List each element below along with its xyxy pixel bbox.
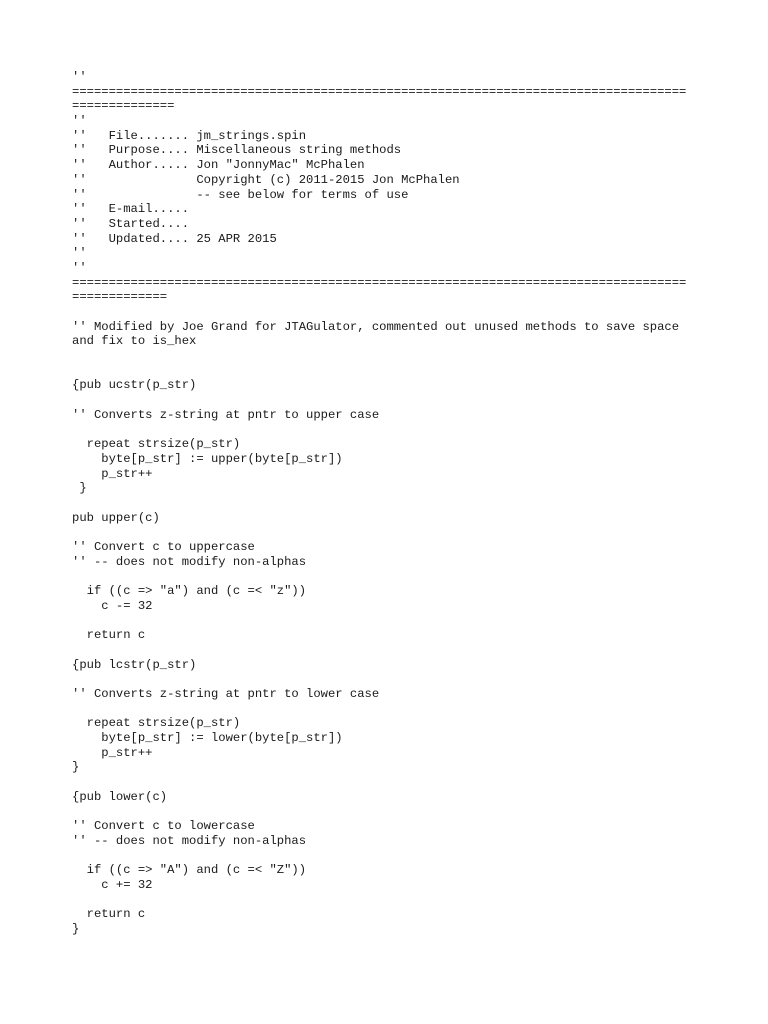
code-line: } (72, 921, 80, 936)
code-line: } (72, 760, 80, 775)
code-line: if ((c => "A") and (c =< "Z")) (72, 863, 307, 878)
code-line: and fix to is_hex (72, 334, 197, 349)
code-listing (72, 70, 712, 937)
code-line: '' Convert c to lowercase (72, 819, 255, 834)
code-line: ==================================================================================== (72, 84, 687, 99)
code-line (72, 364, 712, 379)
code-line: ============= (72, 290, 168, 305)
code-line: repeat strsize(p_str) (72, 716, 241, 731)
code-line: ==================================================================================== (72, 275, 687, 290)
code-line (72, 525, 712, 540)
code-line (72, 349, 712, 364)
code-line: byte[p_str] := upper(byte[p_str]) (72, 451, 343, 466)
code-line (72, 775, 712, 790)
code-line (72, 305, 712, 320)
code-line (72, 569, 712, 584)
code-line: {pub ucstr(p_str) (72, 378, 197, 393)
code-line: '' File....... jm_strings.spin (72, 128, 307, 143)
code-line (72, 893, 712, 908)
code-line: {pub lcstr(p_str) (72, 657, 197, 672)
code-line (72, 702, 712, 717)
code-line: '' (72, 246, 87, 261)
code-line: repeat strsize(p_str) (72, 437, 241, 452)
code-line: '' Converts z-string at pntr to upper case (72, 407, 380, 422)
code-line: byte[p_str] := lower(byte[p_str]) (72, 730, 343, 745)
code-line: '' (72, 260, 87, 275)
code-line: ============== (72, 99, 175, 114)
code-line (72, 423, 712, 438)
code-line (72, 848, 712, 863)
code-line: if ((c => "a") and (c =< "z")) (72, 584, 307, 599)
code-line (72, 804, 712, 819)
code-line: p_str++ (72, 466, 153, 481)
code-line: return c (72, 907, 146, 922)
code-line: '' (72, 70, 87, 84)
code-line: '' Converts z-string at pntr to lower case (72, 686, 380, 701)
code-line: '' -- does not modify non-alphas (72, 833, 307, 848)
code-line (72, 672, 712, 687)
code-line: c -= 32 (72, 598, 153, 613)
code-line: } (72, 481, 87, 496)
code-line: '' E-mail..... (72, 202, 190, 217)
code-line (72, 643, 712, 658)
code-line (72, 613, 712, 628)
code-line: '' Modified by Joe Grand for JTAGulator, commented out unused methods to save space (72, 319, 680, 334)
code-line: '' -- see below for terms of use (72, 187, 409, 202)
code-line: '' Author..... Jon "JonnyMac" McPhalen (72, 158, 365, 173)
code-line: {pub lower(c) (72, 789, 168, 804)
code-line: '' (72, 114, 87, 129)
code-line: return c (72, 628, 146, 643)
code-line: p_str++ (72, 745, 153, 760)
document-page (72, 70, 712, 937)
code-line: '' Started.... (72, 216, 190, 231)
code-line: c += 32 (72, 877, 153, 892)
code-line (72, 496, 712, 511)
code-line: pub upper(c) (72, 510, 160, 525)
code-line (72, 393, 712, 408)
code-line: '' Convert c to uppercase (72, 540, 255, 554)
code-line: '' Purpose.... Miscellaneous string methods (72, 143, 402, 158)
code-line: '' Copyright (c) 2011-2015 Jon McPhalen (72, 172, 460, 187)
code-line: '' Updated.... 25 APR 2015 (72, 231, 277, 246)
code-line: '' -- does not modify non-alphas (72, 554, 307, 569)
